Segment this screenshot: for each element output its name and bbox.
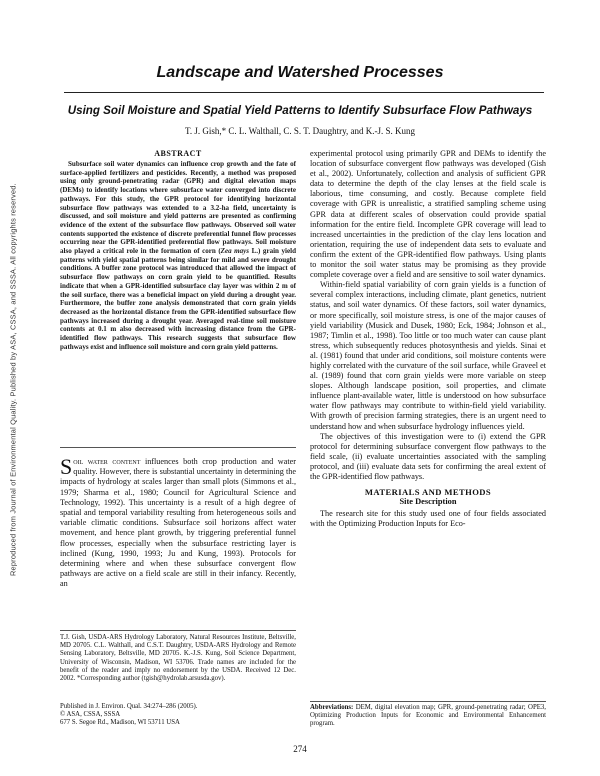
paragraph: The objectives of this investigation were to (i) extend the GPR protocol for determining subsurface convergent flow pathways to the field scale, (ii) evaluate uncertainties associated with the sampling protocol, and (iii) evaluate data sets for confirming the areal extent of the GPR-identified flow pathways.: [310, 431, 546, 481]
materials-methods-heading: MATERIALS AND METHODS: [364, 487, 492, 498]
paragraph: experimental protocol using primarily GPR and DEMs to identify the location of subsurface convergent flow pathways was developed (Gish et al., 2002). Unfortunately, collection and analysis of sufficient GPR data to determine the depth of the clay lenses at the field scale is laborious, time consuming, and costly. Because complete field coverage with GPR is unrealistic, a stratified sampling scheme using GPR data at different scales of observation could provide spatial information for the entire field. Incomplete GPR coverage will lead to increased uncertainties in the prediction of the clay lens location and orientation, requiring the use of independent data sets to evaluate and confirm the extent of the GPR-identified flow pathways. Using plants to monitor the soil water status may be promising as they provide complete coverage over a field and are sensitive to soil water dynamics.: [310, 149, 546, 280]
header-rule: [64, 92, 544, 93]
publication-info: [60, 703, 296, 728]
paragraph: Within-field spatial variability of corn grain yields is a function of several complex interactions, including climate, plant genetics, nutrient status, and soil water dynamics. Of these factors, soil water dynamics, or more specifically, soil moisture stress, is one of the major causes of yield variability (Musick and Dusek, 1980; Eck, 1984; Johnson et al., 1987; Timlin et al., 1998). Too little or too much water can cause plant stress, which subsequently reduces photosynthesis and yields. Sinai et al. (1981) found that under arid conditions, soil moisture contents were highly correlated with the curvature of the soil surface, while Graveel et al. (1989) found that corn grain yields were more variable on steep slopes. Although landscape position, soil properties, and climate influence plant-available water, little is understood on how subsurface water flow pathways may contribute to within-field yield variability. With growth of precision farming strategies, there is an urgent need to understand how and when subsurface hydrology influences yield.: [310, 280, 546, 431]
abbreviations-rule: [310, 701, 546, 702]
intro-lead: oil water content: [73, 457, 141, 466]
abbreviations-text: DEM, digital elevation map; GPR, ground-penetrating radar; OPE3, Optimizing Production Inputs for Economic and Environmental Enhancement program.: [310, 704, 546, 728]
site-description-heading: Site Description: [399, 497, 457, 507]
abbreviations: [310, 704, 546, 729]
drop-cap: S: [60, 454, 73, 479]
copyright-sidebar: Reproduced from Journal of Environmental Quality. Published by ASA, CSSA, and SSSA. All copyrights reserved.: [8, 183, 18, 577]
abstract-rule: [60, 447, 296, 448]
section-title: Landscape and Watershed Processes: [156, 64, 444, 81]
paper-title: Using Soil Moisture and Spatial Yield Patterns to Identify Subsurface Flow Pathways: [67, 104, 533, 117]
abbreviations-label: Abbreviations:: [310, 704, 354, 711]
authors: T. J. Gish,* C. L. Walthall, C. S. T. Daughtry, and K.-J. S. Kung: [184, 126, 416, 136]
abstract-species: Zea mays: [220, 247, 250, 256]
introduction-text: [60, 454, 296, 590]
abstract-section: [60, 149, 296, 351]
page-number: 274: [293, 744, 307, 754]
abstract-text-part-2: L.) grain yield patterns with yield spatial patterns being similar for mild and severe drought conditions. A buffer zone protocol was introduced that allowed the impact of subsurface flow pathways on corn grain yield to be quantified. Results indicate that when a GPR-identified subsurface clay layer was within 2 m of the soil surface, there was a beneficial impact on yield during a drought year. Furthermore, the buffer zone analysis demonstrated that corn grain yields decreased as the horizontal distance from the GPR-identified subsurface flow pathways increased during a drought year. Averaged real-time soil moisture contents at 0.1 m also decreased with increasing distance from the GPR-identified flow pathways. This research suggests that subsurface flow pathways exist and influence soil moisture and corn grain yield patterns.: [60, 247, 297, 351]
right-column-text: [310, 149, 546, 529]
abstract-text-part-1: Subsurface soil water dynamics can influence crop growth and the fate of surface-applied fertilizers and pesticides. Recently, a method was proposed using only ground-penetrating radar (GPR) and digital elevation maps (DEMs) to identify locations where subsurface water converged into discrete pathways. For this study, the GPR protocol for identifying horizontal subsurface flow pathways was extended to a 3.2-ha field, uncertainty is discussed, and soil moisture and yield patterns are presented as confirming evidence of the extent of the subsurface flow pathways. Observed soil water contents supported the existence of discrete preferential funnel flow processes occurring near the GPR-identified preferential flow pathways. Soil moisture also played a critical role in the formation of corn (: [60, 160, 296, 256]
pub-address: 677 S. Segoe Rd., Madison, WI 53711 USA: [60, 719, 180, 727]
pub-citation: Published in J. Environ. Qual. 34:274–286 (2005).: [60, 703, 198, 710]
abstract-heading: ABSTRACT: [154, 149, 202, 158]
intro-body: influences both crop production and water quality. However, there is substantial uncertainty in determining the impacts of hydrology at scales larger than small plots (Simmons et al., 1979; Sharma et al., 1980; Council for Agricultural Science and Technology, 1992). This uncertainty is a result of a high degree of spatial and temporal variability resulting from heterogeneous soils and variable climatic conditions. Subsurface soil horizons affect water movement, and hence plant growth, by triggering preferential funnel flow processes, especially when the subsurface restricting layer is inclined (Kung, 1990, 1993; Ju and Kung, 1993). Protocols for determining where and when these subsurface convergent flow pathways are active on a field scale are still in their infancy. Recently, an: [60, 457, 296, 589]
pub-copyright: © ASA, CSSA, SSSA: [60, 711, 121, 719]
paragraph: The research site for this study used one of four fields associated with the Optimizing Production Inputs for Eco-: [310, 509, 546, 529]
footnote-rule: [60, 630, 296, 631]
author-footnote: T.J. Gish, USDA-ARS Hydrology Laboratory, Natural Resources Institute, Beltsville, MD 20705. C.L. Walthall, and C.S.T. Daughtry, USDA-ARS Hydrology and Remote Sensing Laboratory, Beltsville, MD 20705. K.-J.S. Kung, Soil Science Department, University of Wisconsin, Madison, WI 53706. Trade names are included for the benefit of the reader and imply no endorsement by the USDA. Received 12 Dec. 2002. *Corresponding author (tgish@hydrolab.arsusda.gov).: [60, 634, 296, 683]
abstract-text: [60, 160, 296, 351]
